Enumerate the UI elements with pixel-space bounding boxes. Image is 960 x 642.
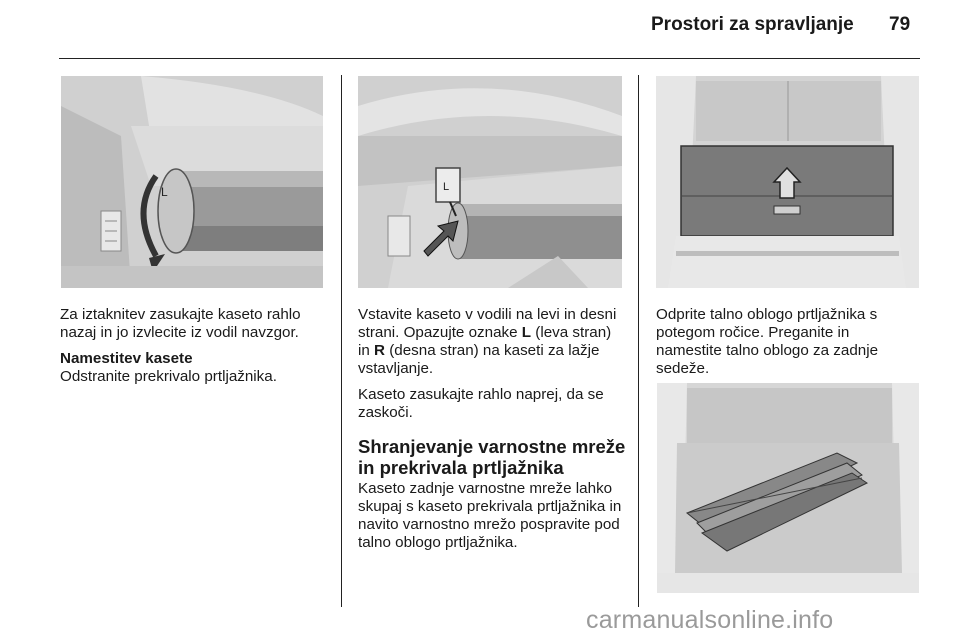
paragraph-insert-cassette bbox=[358, 306, 626, 378]
figure-cassette-removal bbox=[61, 76, 323, 288]
text-insert-part1: Vstavite kaseto v vodili na levi in desni strani. Opazujte oznake bbox=[358, 306, 617, 341]
figure-trunk-floor-cover bbox=[656, 76, 919, 288]
header-rule bbox=[59, 58, 920, 59]
text-marker-r: R bbox=[374, 342, 386, 359]
figure-cassette-insertion bbox=[358, 76, 622, 288]
paragraph-remove-cover: Odstranite prekrivalo prtljažnika. bbox=[60, 368, 277, 385]
column-divider-right bbox=[638, 75, 639, 607]
figure-storage-under-floor bbox=[657, 383, 919, 593]
figure-label-l: L bbox=[161, 185, 168, 199]
column-divider-left bbox=[341, 75, 342, 607]
text-marker-l: L bbox=[521, 324, 532, 341]
column-3-text bbox=[656, 306, 918, 386]
section-heading-storage: Shranjevanje varnostne mreže in prekrivala prtljažnika bbox=[358, 436, 626, 478]
page-header-title: Prostori za spravljanje bbox=[651, 14, 854, 35]
text-insert-part2: (leva stran) in bbox=[358, 324, 612, 359]
text-insert-part3: (desna stran) na kaseti za lažje vstavljanje. bbox=[358, 342, 600, 377]
paragraph-storage: Kaseto zadnje varnostne mreže lahko skupaj s kaseto prekrivala prtljažnika in navito varnostno mrežo pospravite pod talno oblogo prtljažnika. bbox=[358, 480, 622, 551]
figure-label-l-2: L bbox=[443, 181, 450, 193]
page-number: 79 bbox=[889, 14, 911, 35]
subheading-cassette-install: Namestitev kasete bbox=[60, 350, 193, 367]
paragraph-cassette-removal: Za iztaknitev zasukajte kaseto rahlo nazaj in jo izvlecite iz vodil navzgor. bbox=[60, 306, 301, 341]
paragraph-open-floor-cover: Odprite talno oblogo prtljažnika s potegom ročice. Preganite in namestite talno oblogo za zadnje sedeže. bbox=[656, 306, 879, 377]
footer-watermark: carmanualsonline.info bbox=[586, 606, 834, 634]
column-2-text bbox=[358, 306, 626, 560]
column-1-text bbox=[60, 306, 330, 386]
paragraph-rotate-forward: Kaseto zasukajte rahlo naprej, da se zaskoči. bbox=[358, 386, 604, 421]
